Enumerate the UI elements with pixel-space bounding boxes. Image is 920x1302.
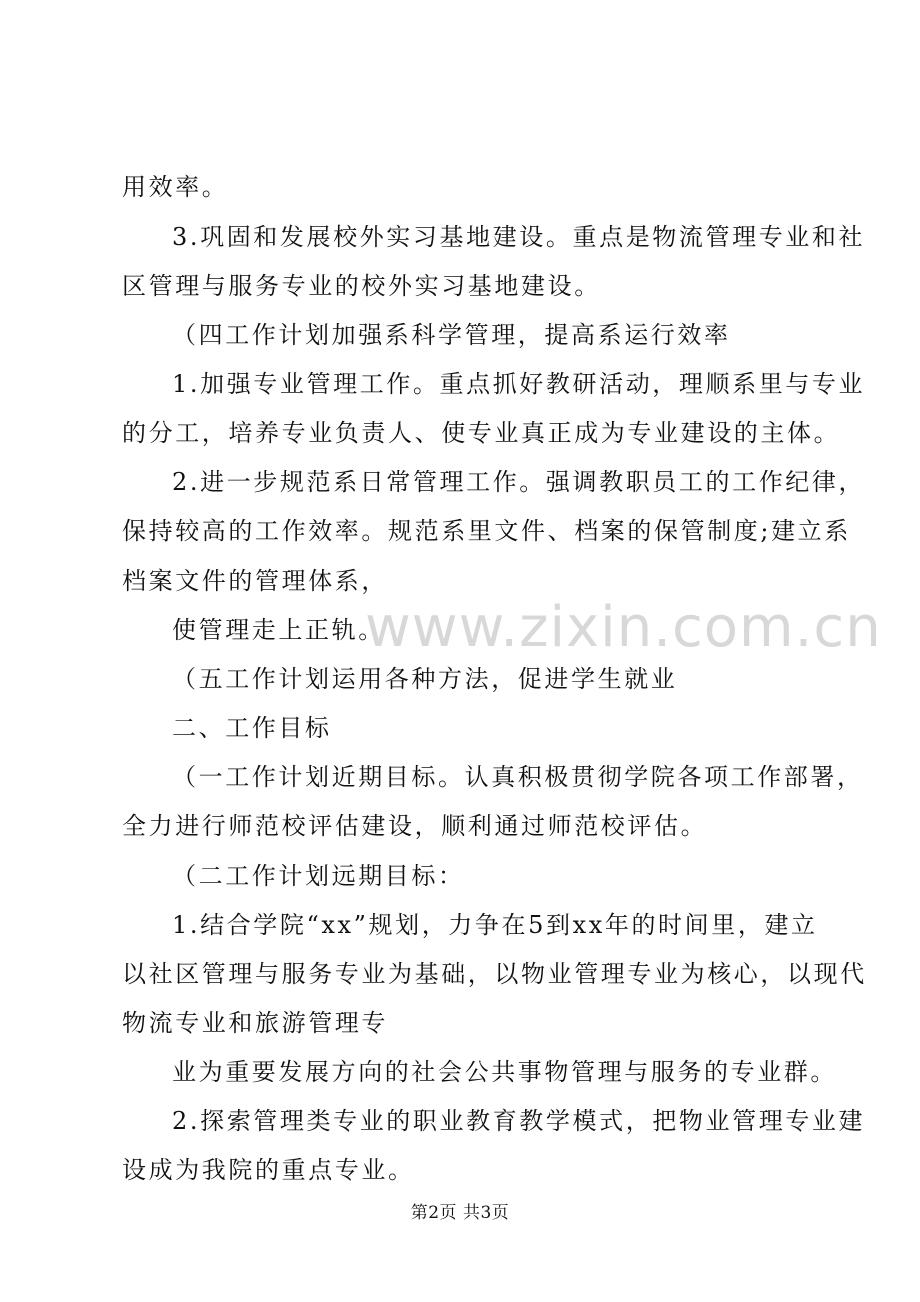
text-line: 的分工，培养专业负责人、使专业真正成为专业建设的主体。 (122, 419, 841, 447)
text-line: 业为重要发展方向的社会公共事物管理与服务的专业群。 (172, 1058, 837, 1086)
page-footer: 第2页 共3页 (410, 1203, 510, 1223)
section-heading: （二工作计划远期目标： (172, 862, 465, 890)
text-line: 全力进行师范校评估建设，顺利通过师范校评估。 (122, 812, 708, 840)
text-line: 使管理走上正轨。 (172, 616, 385, 644)
watermark: www.zixin.com.cn (365, 595, 882, 660)
section-heading: （五工作计划运用各种方法，促进学生就业 (172, 665, 678, 693)
text-line: 3.巩固和发展校外实习基地建设。重点是物流管理专业和社 (172, 223, 866, 251)
text-line: 用效率。 (122, 173, 229, 201)
text-line: 以社区管理与服务专业为基础，以物业管理专业为核心，以现代 (122, 960, 867, 988)
text-line: 区管理与服务专业的校外实习基地建设。 (122, 272, 601, 300)
text-line: 物流专业和旅游管理专 (122, 1009, 388, 1037)
text-line: （一工作计划近期目标。认真积极贯彻学院各项工作部署， (172, 763, 864, 791)
text-line: 档案文件的管理体系， (122, 567, 388, 595)
text-line: 保持较高的工作效率。规范系里文件、档案的保管制度;建立系 (122, 517, 851, 545)
section-heading: （四工作计划加强系科学管理，提高系运行效率 (172, 321, 731, 349)
text-line: 设成为我院的重点专业。 (122, 1156, 415, 1184)
section-heading: 二、工作目标 (172, 714, 332, 742)
text-line: 1.加强专业管理工作。重点抓好教研活动，理顺系里与专业 (172, 370, 866, 398)
text-line: 1.结合学院“xx”规划，力争在5到xx年的时间里，建立 (172, 911, 818, 939)
text-line: 2.进一步规范系日常管理工作。强调教职员工的工作纪律， (172, 468, 866, 496)
text-line: 2.探索管理类专业的职业教育教学模式，把物业管理专业建 (172, 1107, 866, 1135)
